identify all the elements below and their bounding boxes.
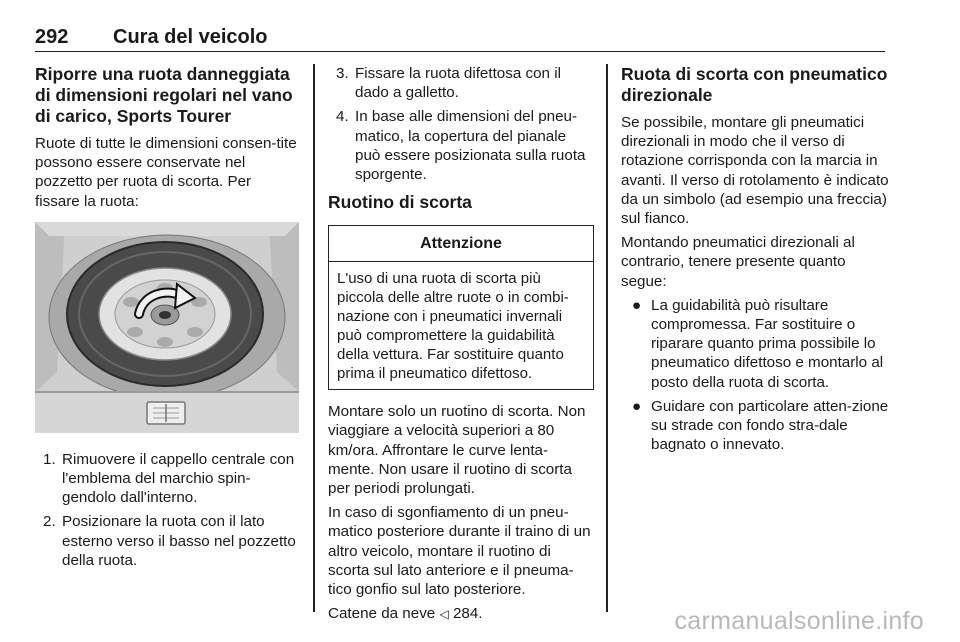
bullet-icon: ● xyxy=(632,397,642,415)
intro-paragraph: Ruote di tutte le dimensioni consen-tite possono essere conservate nel pozzetto per ruota di scorta. Per fissare la ruota: xyxy=(35,135,297,210)
paragraph: Se possibile, montare gli pneumatici direzionali in modo che il verso di rotazione corrisponda con la marcia in avanti. Il verso di rotolamento è indicato da un simbolo (ad esempio una freccia) sul fianco. xyxy=(621,114,889,228)
bullet-list xyxy=(621,296,889,455)
page-number: 292 xyxy=(35,26,69,48)
paragraph: Montando pneumatici direzionali al contrario, tenere presente quanto segue: xyxy=(621,234,855,290)
list-item: ● Guidare con particolare atten-zione su strade con fondo stra-dale bagnato o innevato. xyxy=(632,397,889,454)
paragraph: In caso di sgonfiamento di un pneu-matico posteriore durante il traino di un altro veicolo, montare il ruotino di scorta sul lato anteriore e il pneuma-tico gonfio sul lato posteriore. xyxy=(328,504,591,599)
bullet-icon: ● xyxy=(632,296,642,314)
column-divider xyxy=(313,64,315,612)
list-item: ● La guidabilità può risultare compromessa. Far sostituire o riparare quanto prima possibile lo pneumatico difettoso e montarlo al posto della ruota di scorta. xyxy=(632,296,884,391)
column-divider xyxy=(606,64,608,612)
steps-list-continued xyxy=(328,64,594,184)
spare-wheel-well-illustration xyxy=(35,222,299,433)
column-2 xyxy=(328,64,594,629)
section-heading-damaged-wheel: Riporre una ruota danneggiata di dimensioni regolari nel vano di carico, Sports Tourer xyxy=(35,64,293,126)
cross-reference: Catene da neve ◁ 284. xyxy=(328,605,483,623)
watermark: carmanualsonline.info xyxy=(674,607,924,635)
page-reference-icon: ◁ xyxy=(439,607,449,622)
section-heading-compact-spare: Ruotino di scorta xyxy=(328,192,472,213)
page-header xyxy=(35,26,885,52)
list-item: 2. Posizionare la ruota con il lato esterno verso il basso nel pozzetto della ruota. xyxy=(43,513,296,569)
paragraph: Montare solo un ruotino di scorta. Non viaggiare a velocità superiori a 80 km/ora. Affrontare le curve lenta-mente. Non usare il ruotino di scorta per periodi prolungati. xyxy=(328,403,586,498)
warning-text: L'uso di una ruota di scorta più piccola delle altre ruote o in combi-nazione con i pneumatici invernali può compromettere la guidabilità della vettura. Far sostituire quanto prima il pneumatico difettoso. xyxy=(337,270,569,383)
list-item: 1. Rimuovere il cappello centrale con l'emblema del marchio spin-gendolo dall'interno. xyxy=(43,450,295,507)
running-title: Cura del veicolo xyxy=(113,26,268,48)
list-item: 4. In base alle dimensioni del pneu-matico, la copertura del pianale può essere posizionata sulla ruota sporgente. xyxy=(336,108,586,184)
list-item: 3. Fissare la ruota difettosa con il dado a galletto. xyxy=(336,65,561,102)
column-1 xyxy=(35,64,300,575)
warning-box xyxy=(328,225,594,390)
steps-list xyxy=(35,450,300,570)
warning-title: Attenzione xyxy=(329,226,593,262)
section-heading-directional-tyre: Ruota di scorta con pneumatico direzionale xyxy=(621,64,888,105)
column-3 xyxy=(621,64,889,459)
